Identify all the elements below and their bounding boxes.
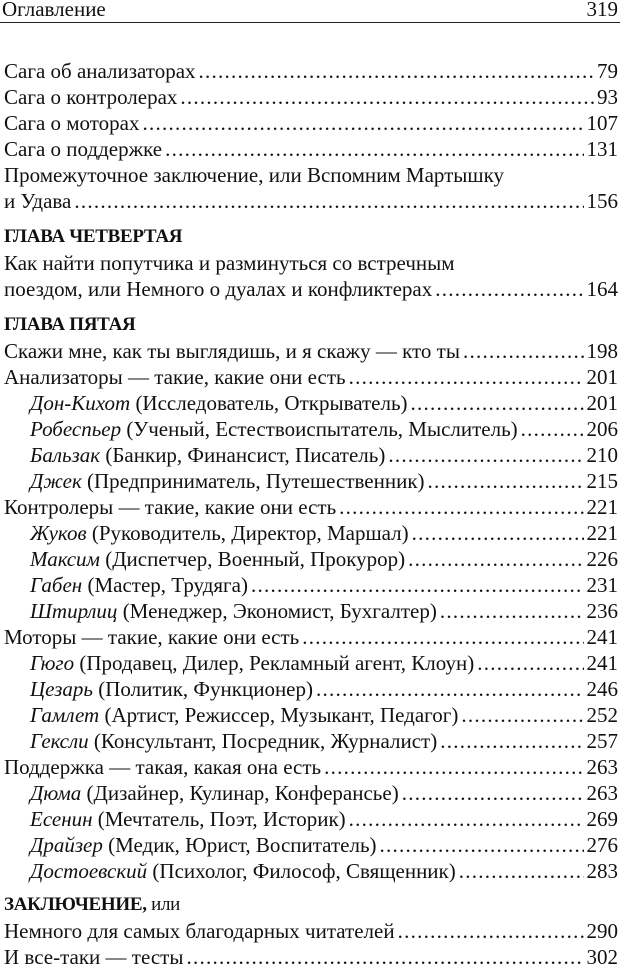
toc-subentry[interactable]: Гамлет (Артист, Режиссер, Музыкант, Педагог) . . . 252 [0,702,620,728]
running-header [0,0,620,23]
toc-entry[interactable]: Сага о моторах . . . 107 [0,110,620,136]
toc-entry[interactable]: Контролеры — такие, какие они есть . . . 221 [0,494,620,520]
toc-subentry[interactable]: Гексли (Консультант, Посредник, Журналист) . . . 257 [0,728,620,754]
toc-entry[interactable]: Немного для самых благодарных читателей . . . 290 [0,918,620,944]
toc-subentry[interactable]: Есенин (Мечтатель, Поэт, Историк) . . . 269 [0,806,620,832]
toc-subentry[interactable]: Цезарь (Политик, Функционер) . . . 246 [0,676,620,702]
toc-subentry[interactable]: Робеспьер (Ученый, Естествоиспытатель, Мыслитель) . . . 206 [0,416,620,442]
toc-entry-line[interactable]: Как найти попутчика и разминуться со встречным [4,251,455,275]
chapter-heading: ГЛАВА ЧЕТВЕРТАЯ [4,226,183,247]
toc-entry[interactable]: Сага о поддержке . . . 131 [0,136,620,162]
toc-subentry[interactable]: Штирлиц (Менеджер, Экономист, Бухгалтер) . . . 236 [0,598,620,624]
toc-entry[interactable]: Моторы — такие, какие они есть . . . 241 [0,624,620,650]
toc-subentry[interactable]: Дюма (Дизайнер, Кулинар, Конферансье) . . . 263 [0,780,620,806]
header-title: Оглавление [2,0,106,21]
toc-entry[interactable]: Сага об анализаторах . . . 79 [0,58,620,84]
toc-subentry[interactable]: Жуков (Руководитель, Директор, Маршал) . . . 221 [0,520,620,546]
chapter-heading: ГЛАВА ПЯТАЯ [4,314,136,335]
toc-subentry[interactable]: Дон-Кихот (Исследователь, Открыватель) . . . 201 [0,390,620,416]
toc-entry[interactable]: Сага о контролерах . . . 93 [0,84,620,110]
toc-entry[interactable]: и Удава . . . 156 [0,188,620,214]
toc-subentry[interactable]: Максим (Диспетчер, Военный, Прокурор) . . . 226 [0,546,620,572]
toc-subentry[interactable]: Габен (Мастер, Трудяга) . . . 231 [0,572,620,598]
toc-subentry[interactable]: Гюго (Продавец, Дилер, Рекламный агент, Клоун) . . . 241 [0,650,620,676]
toc-entry[interactable]: поездом, или Немного о дуалах и конфликтерах . . . 164 [0,276,620,302]
toc-subentry[interactable]: Бальзак (Банкир, Финансист, Писатель) . . . 210 [0,442,620,468]
toc-subentry[interactable]: Джек (Предприниматель, Путешественник) . . . 215 [0,468,620,494]
toc-subentry[interactable]: Достоевский (Психолог, Философ, Священник) . . . 283 [0,858,620,884]
toc-entry[interactable]: И все-таки — тесты . . . 302 [0,944,620,970]
toc-entry[interactable]: Скажи мне, как ты выглядишь, и я скажу — кто ты . . . 198 [0,338,620,364]
chapter-heading: ЗАКЛЮЧЕНИЕ, или [4,894,181,915]
toc-entry[interactable]: Поддержка — такая, какая она есть . . . 263 [0,754,620,780]
table-of-contents [0,58,620,970]
toc-subentry[interactable]: Драйзер (Медик, Юрист, Воспитатель) . . . 276 [0,832,620,858]
toc-entry-line[interactable]: Промежуточное заключение, или Вспомним Мартышку [4,163,504,187]
toc-entry[interactable]: Анализаторы — такие, какие они есть . . . 201 [0,364,620,390]
header-page-number: 319 [586,0,618,21]
